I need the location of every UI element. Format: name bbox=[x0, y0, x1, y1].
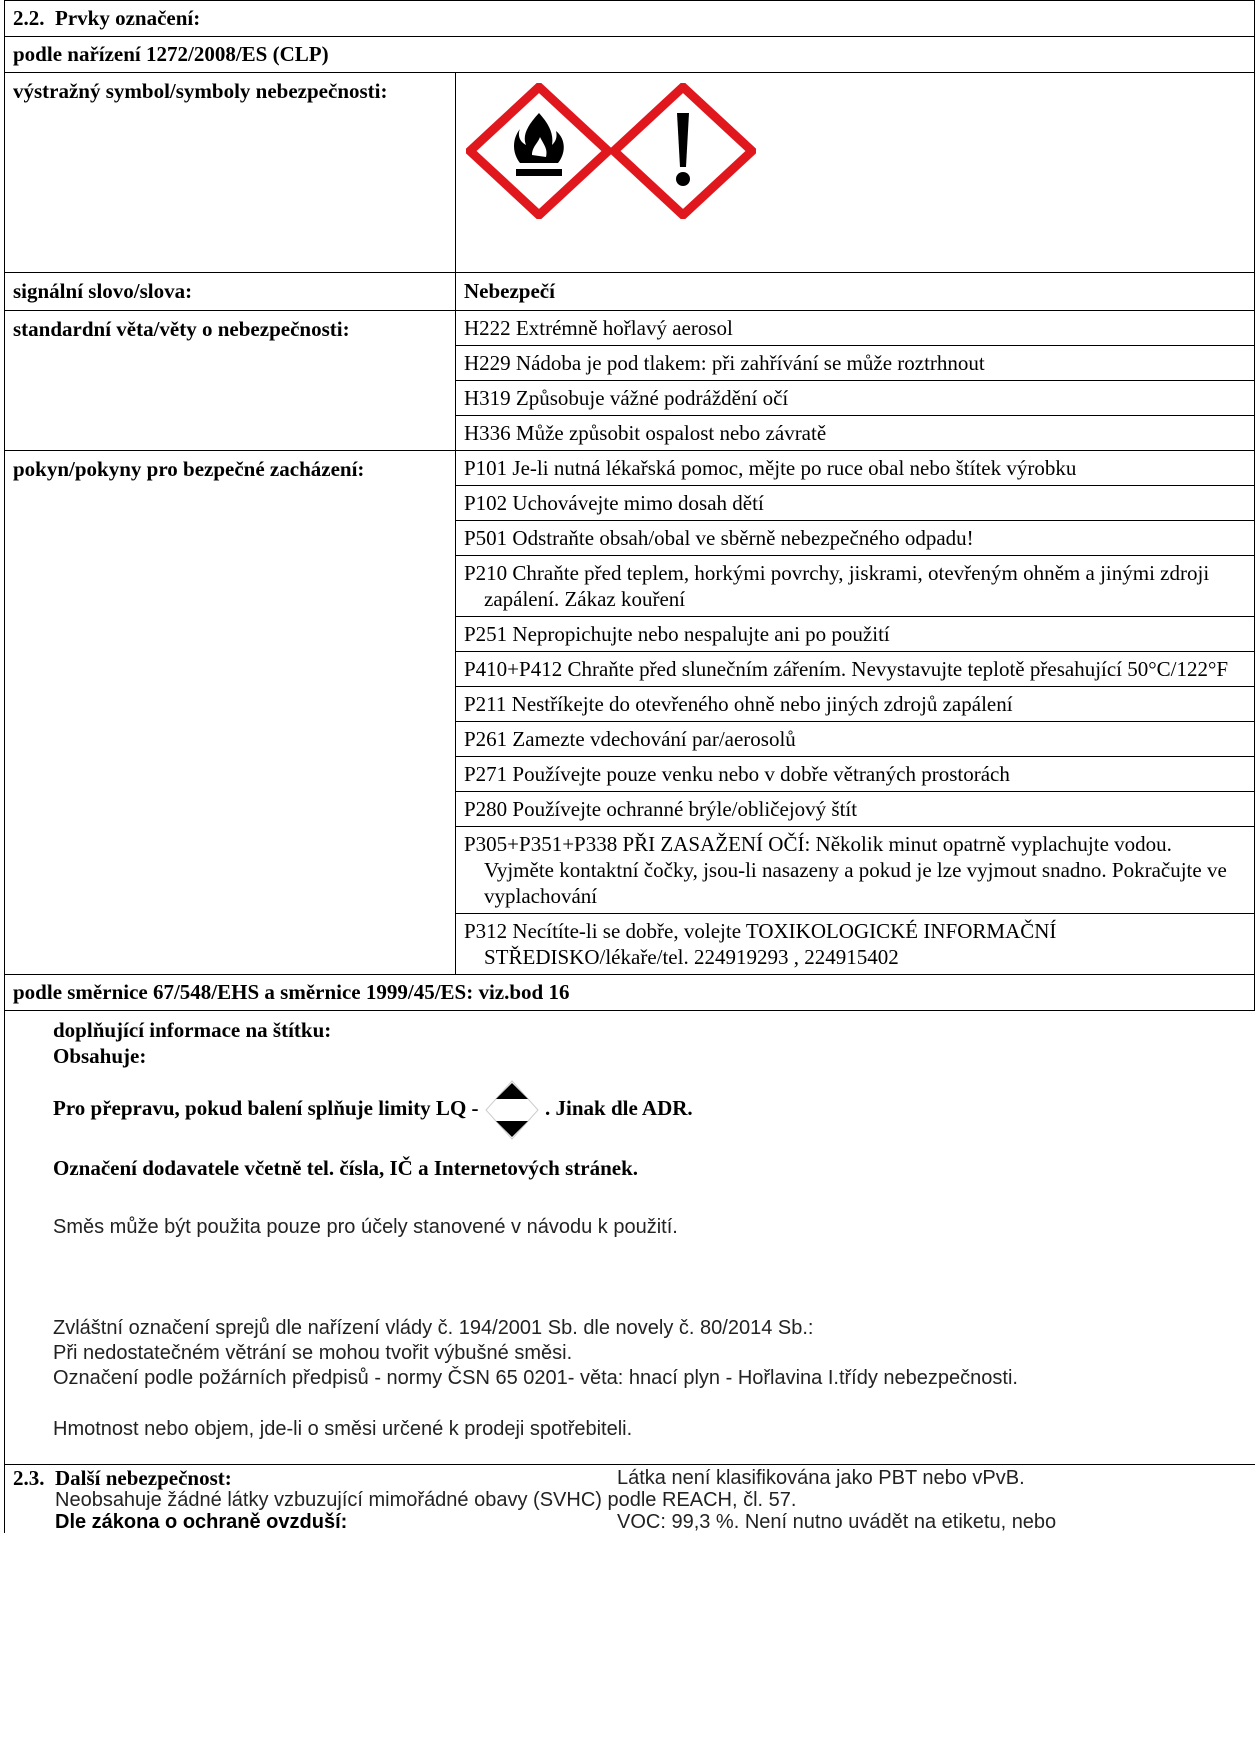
signal-word-label: signální slovo/slova: bbox=[5, 273, 456, 311]
section-title: Prvky označení: bbox=[55, 6, 201, 30]
transport-text-before: Pro přepravu, pokud balení splňuje limity LQ - bbox=[53, 1096, 479, 1120]
clp-regulation-heading: podle nařízení 1272/2008/ES (CLP) bbox=[5, 37, 1255, 73]
section-2-3-header-row bbox=[13, 1467, 1247, 1489]
section-2-2-header bbox=[5, 1, 1255, 37]
precaution-statement: P410+P412 Chraňte před slunečním zářením. Nevystavujte teplotě přesahující 50°C/122°F bbox=[456, 652, 1254, 687]
pictogram-label: výstražný symbol/symboly nebezpečnosti: bbox=[5, 73, 456, 273]
section-number: 2.3. bbox=[13, 1466, 45, 1490]
signal-word: Nebezpečí bbox=[456, 273, 1255, 311]
explosive-note: Při nedostatečném větrání se mohou tvořit výbušné směsi. bbox=[53, 1342, 573, 1364]
use-note: Směs může být použita pouze pro účely stanovené v návodu k použití. bbox=[53, 1216, 678, 1238]
pictogram-cell bbox=[456, 73, 1255, 273]
air-law-label: Dle zákona o ochraně ovzduší: bbox=[55, 1511, 348, 1533]
extra-label-info-heading: doplňující informace na štítku: bbox=[53, 1018, 332, 1042]
section-2-2-table bbox=[4, 0, 1255, 1533]
precaution-statement: P261 Zamezte vdechování par/aerosolů bbox=[456, 722, 1254, 757]
hazard-statements-label: standardní věta/věty o nebezpečnosti: bbox=[5, 311, 456, 451]
exclamation-pictogram-icon bbox=[614, 87, 752, 215]
hazard-statement: H336 Může způsobit ospalost nebo závratě bbox=[464, 421, 827, 445]
air-law-row bbox=[13, 1511, 1247, 1533]
precaution-statement: P210 Chraňte před teplem, horkými povrchy, jiskrami, otevřeným ohněm a jinými zdroji zapálení. Zákaz kouření bbox=[456, 556, 1254, 617]
hazard-statement: H319 Způsobuje vážné podráždění očí bbox=[456, 381, 1254, 416]
precaution-statement: P501 Odstraňte obsah/obal ve sběrně nebezpečného odpadu! bbox=[456, 521, 1254, 556]
section-number: 2.2. bbox=[13, 6, 45, 30]
transport-text-after: . Jinak dle ADR. bbox=[545, 1096, 693, 1120]
precaution-statement: P251 Nepropichujte nebo nespalujte ani po použití bbox=[456, 617, 1254, 652]
hazard-statements-cell bbox=[456, 311, 1255, 451]
flame-pictogram-icon bbox=[470, 87, 608, 215]
precaution-statement: P312 Necítíte-li se dobře, volejte TOXIKOLOGICKÉ INFORMAČNÍ STŘEDISKO/lékaře/tel. 224919293 , 224915402 bbox=[464, 919, 1057, 969]
limited-quantity-icon bbox=[484, 1079, 540, 1141]
ghs-pictograms bbox=[466, 83, 756, 219]
spray-marking: Zvláštní označení sprejů dle nařízení vlády č. 194/2001 Sb. dle novely č. 80/2014 Sb.: bbox=[53, 1317, 814, 1339]
precaution-statement: P102 Uchovávejte mimo dosah dětí bbox=[456, 486, 1254, 521]
fire-marking: Označení podle požárních předpisů - normy ČSN 65 0201- věta: hnací plyn - Hořlavina I.třídy nebezpečnosti. bbox=[53, 1367, 1018, 1389]
supplier-marking: Označení dodavatele včetně tel. čísla, IČ a Internetových stránek. bbox=[53, 1156, 638, 1180]
transport-line bbox=[53, 1075, 1255, 1141]
label-info-block bbox=[5, 1011, 1255, 1465]
voc-note: VOC: 99,3 %. Není nutno uvádět na etiketu, nebo bbox=[617, 1511, 1057, 1533]
precaution-statements-cell bbox=[456, 451, 1255, 975]
precaution-statement: P271 Používejte pouze venku nebo v dobře větraných prostorách bbox=[456, 757, 1254, 792]
section-2-3-header bbox=[13, 1467, 617, 1489]
precaution-statement: P101 Je-li nutná lékařská pomoc, mějte po ruce obal nebo štítek výrobku bbox=[456, 451, 1254, 486]
quantity-note: Hmotnost nebo objem, jde-li o směsi určené k prodeji spotřebiteli. bbox=[53, 1418, 633, 1440]
hazard-statement: H222 Extrémně hořlavý aerosol bbox=[456, 311, 1254, 346]
precaution-statements-label: pokyn/pokyny pro bezpečné zacházení: bbox=[5, 451, 456, 975]
precaution-statement: P305+P351+P338 PŘI ZASAŽENÍ OČÍ: Několik minut opatrně vyplachujte vodou. Vyjměte kontaktní čočky, jsou-li nasazeny a pokud je lze vyjmout snadno. Pokračujte ve vyplachování bbox=[456, 827, 1254, 914]
pbt-note: Látka není klasifikována jako PBT nebo vPvB. bbox=[617, 1467, 1025, 1489]
dsd-regulation-heading: podle směrnice 67/548/EHS a směrnice 1999/45/ES: viz.bod 16 bbox=[5, 975, 1255, 1011]
section-title: Další nebezpečnost: bbox=[55, 1466, 232, 1490]
section-2-3-block bbox=[5, 1465, 1255, 1534]
contains-heading: Obsahuje: bbox=[53, 1044, 147, 1068]
svhc-note: Neobsahuje žádné látky vzbuzující mimořádné obavy (SVHC) podle REACH, čl. 57. bbox=[55, 1489, 797, 1511]
precaution-statement: P280 Používejte ochranné brýle/obličejový štít bbox=[456, 792, 1254, 827]
hazard-statement: H229 Nádoba je pod tlakem: při zahřívání se může roztrhnout bbox=[456, 346, 1254, 381]
precaution-statement: P211 Nestříkejte do otevřeného ohně nebo jiných zdrojů zapálení bbox=[456, 687, 1254, 722]
